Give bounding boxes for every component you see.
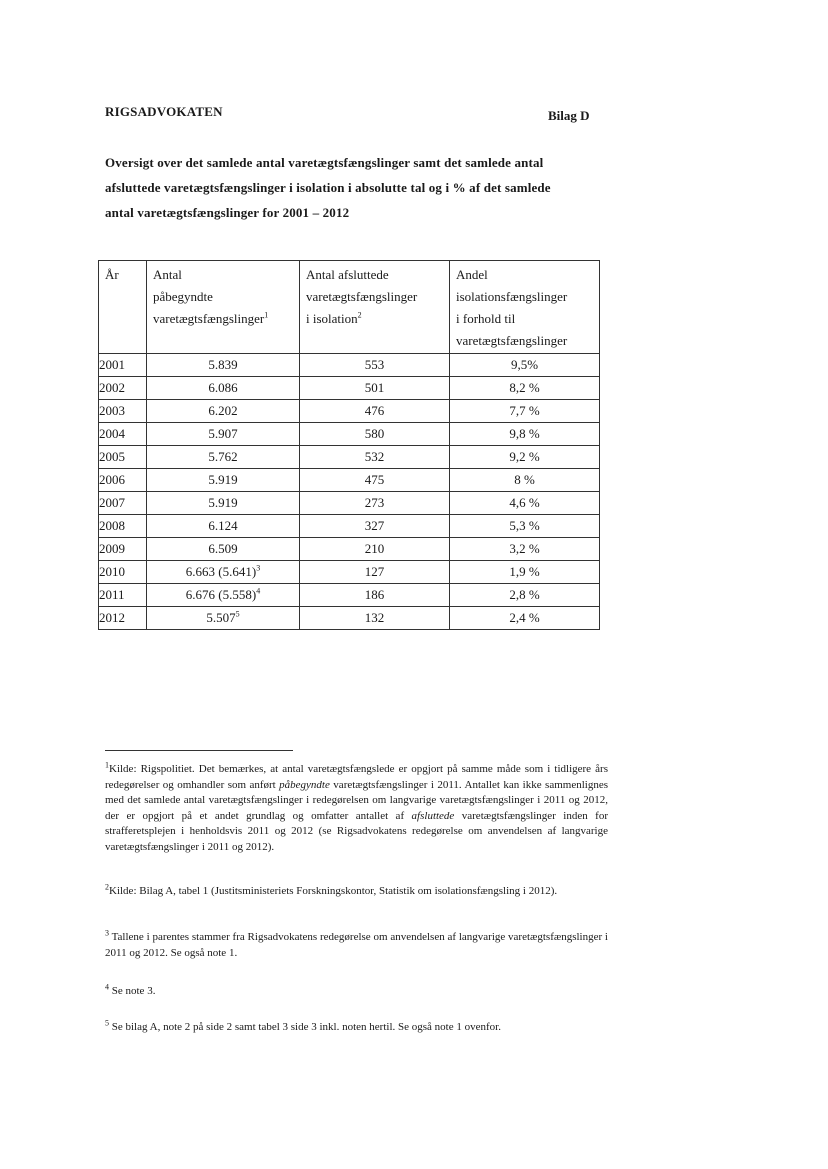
cell-started (147, 354, 300, 377)
table-row (99, 446, 600, 469)
footnote-3: $^3$ Tallene i parentes stammer fra Rigsadvokatens redegørelse om anvendelsen af langvarige varetægtsfængslinger i 2011 og 2012. Se også note 1. (105, 928, 608, 959)
footnote-ref: 2 (357, 310, 362, 320)
cell-year: 2007 (99, 492, 147, 515)
cell-year: 2012 (99, 607, 147, 630)
cell-started (147, 377, 300, 400)
table-row (99, 423, 600, 446)
table-row (99, 469, 600, 492)
cell-isolation: 532 (300, 446, 450, 469)
cell-started (147, 538, 300, 561)
cell-started-value: 5.507 (206, 610, 236, 625)
cell-share: 9,5% (450, 354, 600, 377)
statistics-table (98, 260, 600, 630)
cell-started (147, 446, 300, 469)
cell-year: 2009 (99, 538, 147, 561)
cell-started (147, 607, 300, 630)
cell-share: 2,8 % (450, 584, 600, 607)
cell-isolation: 475 (300, 469, 450, 492)
table-row (99, 584, 600, 607)
footnote-2: $^2$Kilde: Bilag A, tabel 1 (Justitsministeriets Forskningskontor, Statistik om isolationsfængsling i 2012). (105, 882, 558, 897)
table-header-row (99, 261, 600, 354)
footnote-ref: 1 (264, 310, 269, 320)
table-row (99, 354, 600, 377)
cell-started-value: 5.919 (208, 472, 238, 487)
cell-share: 9,8 % (450, 423, 600, 446)
cell-share: 8 % (450, 469, 600, 492)
cell-share: 7,7 % (450, 400, 600, 423)
header-organization: RIGSADVOKATEN (105, 104, 223, 119)
header-year: År (99, 261, 147, 354)
cell-year: 2011 (99, 584, 147, 607)
cell-started-value: 5.762 (208, 449, 238, 464)
table-body (99, 354, 600, 630)
table-row (99, 400, 600, 423)
cell-started-value: 5.919 (208, 495, 238, 510)
cell-isolation: 553 (300, 354, 450, 377)
footnote-divider (105, 750, 293, 751)
cell-started-value: 6.124 (208, 518, 238, 533)
header-started: Antal påbegyndte varetægtsfængslinger$^1$ (147, 261, 300, 354)
cell-year: 2003 (99, 400, 147, 423)
cell-started (147, 400, 300, 423)
cell-started-value: 5.839 (208, 357, 238, 372)
cell-isolation: 476 (300, 400, 450, 423)
cell-year: 2005 (99, 446, 147, 469)
title-line: antal varetægtsfængslinger for 2001 – 2012 (105, 205, 350, 220)
cell-isolation: 210 (300, 538, 450, 561)
cell-started-value: 6.202 (208, 403, 238, 418)
cell-started (147, 469, 300, 492)
table-row (99, 515, 600, 538)
cell-started-value: 6.086 (208, 380, 238, 395)
cell-share: 3,2 % (450, 538, 600, 561)
cell-share: 9,2 % (450, 446, 600, 469)
table-row (99, 607, 600, 630)
cell-started (147, 584, 300, 607)
cell-year: 2004 (99, 423, 147, 446)
header-appendix-label: Bilag D (548, 108, 590, 123)
footnote-ref: 5 (235, 609, 240, 619)
cell-started-value: 6.663 (5.641) (185, 564, 257, 579)
footnote-ref: 3 (256, 563, 261, 573)
title-line: afsluttede varetægtsfængslinger i isolation i absolutte tal og i % af det samlede (105, 180, 551, 195)
table-row (99, 561, 600, 584)
document-title (105, 150, 608, 225)
cell-isolation: 127 (300, 561, 450, 584)
cell-started (147, 492, 300, 515)
cell-isolation: 132 (300, 607, 450, 630)
title-line: Oversigt over det samlede antal varetægtsfængslinger samt det samlede antal (105, 155, 544, 170)
cell-isolation: 186 (300, 584, 450, 607)
cell-started (147, 561, 300, 584)
cell-started-value: 6.676 (5.558) (185, 587, 257, 602)
table-row (99, 538, 600, 561)
footnote-4: $^4$ Se note 3. (105, 982, 156, 997)
cell-year: 2010 (99, 561, 147, 584)
cell-started-value: 5.907 (208, 426, 238, 441)
footnote-1: $^1$Kilde: Rigspolitiet. Det bemærkes, at antal varetægtsfængslede er opgjort på samme måde som i tidligere års redegørelser og omhandler som anført påbegyndte varetægtsfængslinger i 2011. Antallet kan ikke sammenlignes med det samlede antal varetægtsfængslinger i redegørelsen om langvarige varetægtsfængslinger i 2011 og 2012, der er opgjort på et andet grundlag og omfatter antallet af afsluttede varetægtsfængslinger inden for strafferetsplejen i henholdsvis 2011 og 2012 (se Rigsadvokatens redegørelse om anvendelsen af langvarige varetægtsfængslinger i 2011 og 2012). (105, 760, 608, 853)
cell-share: 8,2 % (450, 377, 600, 400)
cell-year: 2002 (99, 377, 147, 400)
footnote-5: $^5$ Se bilag A, note 2 på side 2 samt tabel 3 side 3 inkl. noten hertil. Se også note 1 ovenfor. (105, 1018, 501, 1033)
header-isolation: Antal afsluttede varetægtsfængslinger i isolation$^2$ (300, 261, 450, 354)
cell-share: 1,9 % (450, 561, 600, 584)
cell-share: 2,4 % (450, 607, 600, 630)
cell-started-value: 6.509 (208, 541, 238, 556)
cell-year: 2001 (99, 354, 147, 377)
cell-isolation: 580 (300, 423, 450, 446)
cell-year: 2006 (99, 469, 147, 492)
cell-share: 5,3 % (450, 515, 600, 538)
cell-isolation: 273 (300, 492, 450, 515)
footnote-ref: 4 (256, 586, 261, 596)
cell-year: 2008 (99, 515, 147, 538)
table-row (99, 377, 600, 400)
cell-isolation: 501 (300, 377, 450, 400)
cell-started (147, 515, 300, 538)
header-share: Andel isolationsfængslinger i forhold til varetægtsfængslinger (450, 261, 600, 354)
cell-share: 4,6 % (450, 492, 600, 515)
cell-isolation: 327 (300, 515, 450, 538)
table-row (99, 492, 600, 515)
cell-started (147, 423, 300, 446)
